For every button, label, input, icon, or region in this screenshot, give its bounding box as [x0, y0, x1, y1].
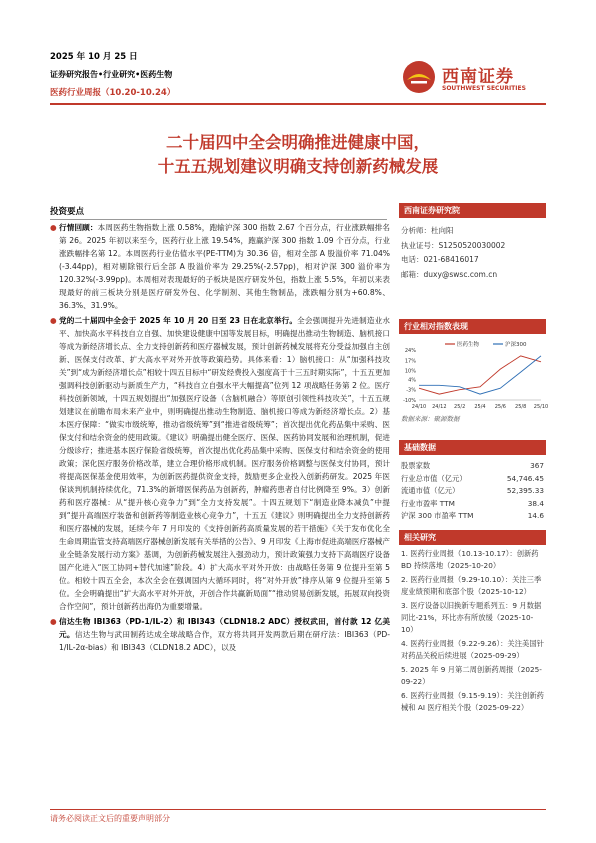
institute-heading: 西南证券研究院: [399, 203, 546, 218]
basic-data-row: [401, 473, 544, 486]
key-point-lead: 行情回顾：: [59, 223, 98, 232]
license-label: 执业证号：: [401, 240, 439, 250]
basic-data-heading: 基础数据: [399, 440, 546, 455]
related-research-list: [401, 548, 544, 716]
x-tick-label: 25/4: [474, 404, 486, 410]
related-research-item[interactable]: 1. 医药行业周报（10.13-10.17）：创新药 BD 持续落地（2025-10-20）: [401, 549, 539, 570]
key-point-market-review: [50, 221, 390, 312]
y-tick-label: 10%: [404, 368, 416, 375]
key-point-text: 信达生物与武田制药达成全球战略合作，双方将共同开发两款后期在研疗法：IBI363（PD-1/IL-2α-bias）和 IBI343（CLDN18.2 ADC），以及: [59, 630, 390, 652]
analyst-name: 杜向阳: [431, 226, 454, 235]
legend: [445, 340, 527, 348]
related-research-item[interactable]: 5. 2025 年 9 月第二周创新药周报（2025-09-22）: [401, 665, 542, 686]
basic-data-label: 流通市值（亿元）: [401, 486, 460, 495]
report-date: 2025 年 10 月 25 日: [50, 52, 138, 62]
email-label: 邮箱：: [401, 269, 424, 279]
basic-data-row: [401, 510, 544, 523]
key-point-plenary-session: [50, 314, 390, 613]
x-tick-label: 25/10: [533, 404, 549, 410]
x-axis-ticks: [412, 404, 548, 410]
basic-data-row: [401, 485, 544, 498]
series-lines: [419, 356, 541, 394]
brand-logo: [402, 58, 552, 98]
related-research-item[interactable]: 2. 医药行业周报（9.29-10.10）：关注三季度业绩预期和底部个股（2025-10-12）: [401, 575, 542, 596]
section-heading-key-points: 投资要点: [50, 207, 85, 217]
license-number: S1250520030002: [438, 240, 506, 250]
key-point-lead: 党的二十届四中全会于 2025 年 10 月 20 日至 23 日在北京举行。: [59, 316, 298, 325]
x-tick-label: 25/8: [515, 404, 527, 410]
bullet-icon: ●: [50, 223, 57, 232]
key-points-body: [50, 221, 390, 806]
analyst-row: [401, 224, 544, 239]
header-divider: [50, 103, 546, 105]
basic-data-value: 52,395.33: [506, 486, 544, 495]
basic-data-value: 54,746.45: [506, 473, 544, 483]
x-tick-label: 25/2: [454, 404, 466, 410]
chart-source-note: 数据来源：聚源数据: [401, 415, 460, 423]
basic-data-row: [401, 498, 544, 511]
basic-data-label: 行业市盈率 TTM: [401, 498, 455, 508]
y-tick-label: -10%: [403, 398, 416, 404]
basic-data-label: 股票家数: [401, 461, 431, 470]
weekly-title: 医药行业周报（10.20-10.24）: [50, 88, 176, 98]
bullet-icon: ●: [50, 617, 57, 626]
key-point-text: 全会强调提升先进制造业水平、加快高水平科技自立自强、加快建设健康中国等发展目标，明确提出推动生物制造、脑机接口等成为新经济增长点、全力支持创新药和医疗器械发展，预计创新药械发展将充分受益加强自主创新、医保支付改革、扩大高水平对外开放等政策趋势。具体来看：1）脑机接口：从“加强科技攻关”到“成为新经济增长点”相较十四五目标中“研发经费投入强度高于十三五时期实际”，十五五更加强调科技创新驱动与新质生产力，“科技自立自强水平大幅提高”位列 12 项战略任务第 2 位。医疗科技创新领域，十四五规划提出“加强医疗设备（含脑机融合）等原创引领性科技攻关”，十五五规划建议在前瞻布局未来产业中，则明确提出推动生物制造、脑机接口等成为新经济增长点。2）基本医疗保障：“做实市级统筹，推动省级统筹”到“推进省级统筹”；首次提出优化药品集中采购、医保支付和结余资金的使用政策。《建议》明确提出健全医疗、医保、医药协同发展和治理机制，促进分级诊疗；推进基本医疗保险省级统筹，首次提出优化药品集中采购、医保支付和结余资金的使用政策；深化医疗服务价格改革，建立合理价格形成机制。医疗服务价格调整与医保支付协同，预计将提高医保基金使用效率，为创新医药提供资金支持，鼓励更多企业投入创新药研发。2025 年医保谈判机制持续优化，71.3%的新增医保药品为创新药，肿瘤药患者自付比例降至 9%。3）创新药和医疗器械：从“提升核心竞争力”到“全力支持发展”。十四五规划下“制造业降本减负”中提到“提升高端医疗装备和创新药等制造业核心竞争力”，十五五《建议》则明确提出全力支持创新药和医疗器械的发展，延续今年 7 月印发的《支持创新药高质量发展的若干措施》《关于发布优化全生命周期监管支持高端医疗器械创新发展有关举措的公告》、9 月印发《上海市促进高端医疗器械产业全链条发展行动方案》基调，为创新药械发展注入强劲动力，预计政策强力支持下高端医疗设备国产化进入“医工协同+替代加速”阶段。4）扩大高水平对外开放：由战略任务第 9 位提升至第 5 位。相较十四五全会，本次全会在强调国内大循环同时，将“对外开放”排序从第 9 位提升至第 5 位。全会明确提出“扩大高水平对外开放，开创合作共赢新局面”“推动贸易创新发展，拓展双向投资合作空间”，预计创新药出海仍为重要增量。: [59, 316, 391, 611]
report-title-line1: 二十届四中全会明确推进健康中国，: [166, 133, 430, 152]
related-research-item[interactable]: 6. 医药行业周报（9.15-9.19）：关注创新药械和 AI 医疗相关个股（2025-09-22）: [401, 691, 544, 712]
email-address[interactable]: duxy@swsc.com.cn: [423, 269, 498, 279]
analyst-info: [399, 218, 546, 282]
email-row: [401, 268, 544, 283]
basic-data-row: [401, 460, 544, 473]
report-title-line2: 十五五规划建议明确支持创新药械发展: [157, 157, 439, 176]
basic-data-value: 14.6: [527, 511, 544, 520]
key-point-text: 本周医药生物指数上涨 0.58%，跑输沪深 300 指数 2.67 个百分点，行业涨跌幅排名第 26。2025 年初以来至今，医药行业上涨 19.54%，跑赢沪深 300 指数 1.09 个百分点，行业涨跌幅排名第 12。本周医药行业估值水平(PE-TTM)为 30.36 倍，相对全部 A 股溢价率 71.04% (-3.44pp)，相对剔除银行后全部 A 股溢价率为 29.25%(-2.57pp)，相对沪深 300 溢价率为 120.32%(-3.99pp)。本周相对表现最好的子板块是医疗研发外包，指数上涨 5.5%，年初以来表现最好的前三板块分别是医疗研发外包、化学制剂、其他生物制品，涨跌幅分别为+60.8%、36.3%、31.9%。: [59, 223, 391, 310]
logo-text-en: SOUTHWEST SECURITIES: [442, 85, 526, 92]
x-tick-label: 25/6: [494, 404, 506, 410]
analyst-panel: [399, 203, 546, 282]
series-line-0: [419, 356, 541, 394]
phone-row: [401, 253, 544, 268]
basic-data-label: 沪深 300 市盈率 TTM: [401, 511, 474, 520]
key-point-innovent-deal: [50, 615, 390, 654]
related-research-item[interactable]: 4. 医药行业周报（9.22-9.26）：关注美国针对药品关税后续进展（2025-09-29）: [401, 639, 544, 660]
footer-divider: [50, 809, 546, 810]
series-line-1: [419, 356, 541, 394]
basic-data-label: 行业总市值（亿元）: [401, 473, 467, 483]
basic-data-table: [401, 460, 544, 523]
license-row: [401, 239, 544, 254]
x-tick-label: 24/12: [432, 404, 447, 410]
y-tick-label: 17%: [404, 358, 416, 365]
chart-heading: 行业相对指数表现: [399, 319, 546, 334]
related-research-heading: 相关研究: [399, 530, 546, 545]
phone-label: 电话：: [401, 255, 424, 264]
footer-disclaimer: 请务必阅读正文后的重要声明部分: [50, 814, 170, 823]
phone-number: 021-68416017: [423, 255, 479, 264]
logo-mark-icon: [402, 60, 436, 94]
logo-text-cn: 西南证券: [442, 67, 514, 87]
basic-data-value: 38.4: [527, 498, 544, 508]
legend-label-0: 医药生物: [457, 342, 480, 348]
key-point-lead: 信达生物 IBI363（PD-1/IL-2）和 IBI343（CLDN18.2 ADC）授权武田，首付款 12 亿美元。: [59, 617, 390, 639]
analyst-label: 分析师：: [401, 226, 431, 235]
y-tick-label: 24%: [404, 348, 416, 354]
bullet-icon: ●: [50, 316, 57, 325]
report-type: 证券研究报告•行业研究•医药生物: [50, 70, 173, 79]
basic-data-value: 367: [530, 461, 544, 470]
y-tick-label: -3%: [406, 387, 416, 394]
relative-index-chart: [399, 336, 549, 412]
related-research-item[interactable]: 3. 医疗设备以旧换新专题系列五：9 月数据同比-21%，环比亦有所放缓（2025-10-10）: [401, 601, 542, 634]
x-tick-label: 24/10: [411, 404, 427, 410]
y-tick-label: 4%: [408, 377, 416, 384]
section-divider: [50, 219, 387, 220]
legend-label-1: 沪深300: [505, 342, 527, 348]
